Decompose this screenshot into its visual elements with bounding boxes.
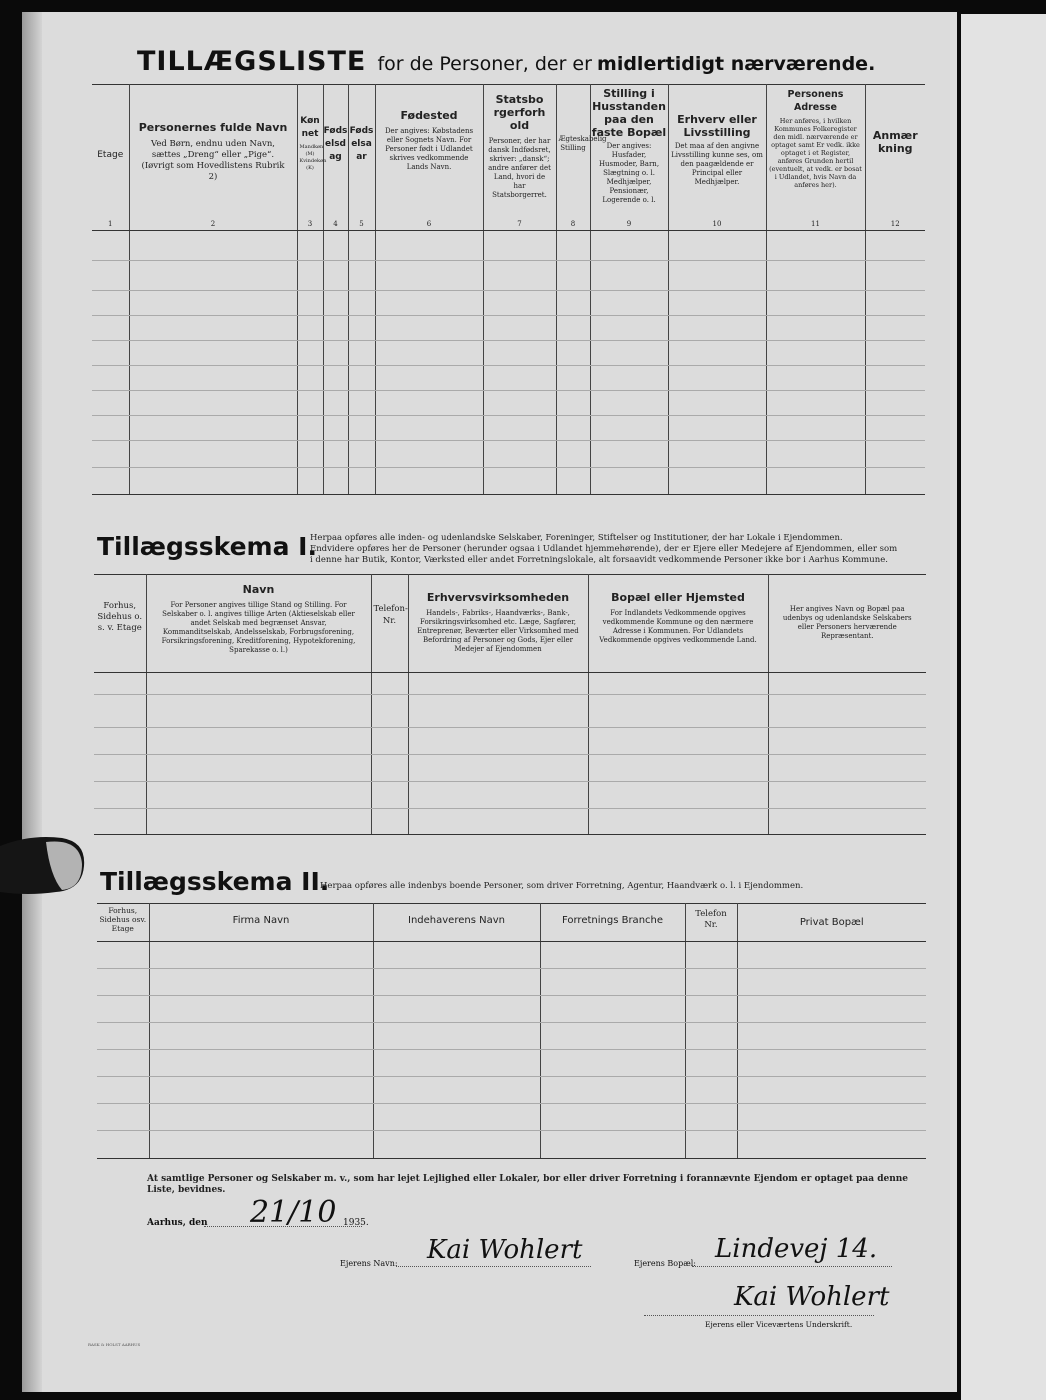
table-row [92,291,925,316]
binding-edge [22,12,42,1392]
table-row [92,441,925,468]
col-statsborger: Statsborgerforhold Personer, der har dansk Indfødsret, skriver: „dansk“; andre anfører det Land, hvori de har Statsborgerret. 7 [483,85,556,231]
table-row [92,231,925,261]
date-handwritten: 21/10 [250,1195,337,1230]
table-row [92,341,925,366]
col-stilling: Stilling i Husstanden paa den faste Bopæl Der angives: Husfader, Husmoder, Barn, Slægtning o. l. Medhjælper, Pensionær, Logerende o. l. 9 [590,85,668,231]
owner-name-label: Ejerens Navn: [340,1259,398,1268]
col-s1-erhverv: Erhvervsvirksomheden Handels-, Fabriks-, Haandværks-, Bank-, Forsikringsvirksomhed etc. Læge, Sagfører, Entreprenør, Beværter eller Virksomhed med Befordring af Personer og Gods, Ejer eller Medejer af Ejendommen [408,575,588,673]
skema1-table [94,574,926,835]
owner-name-line [396,1266,591,1267]
col-foedested: Fødested Der angives: Købstadens eller Sognets Navn. For Personer født i Udlandet skrives vedkommende Lands Navn. 6 [375,85,483,231]
skema1-description [310,533,930,566]
table-row [92,366,925,391]
table-row [92,416,925,441]
thumb-shadow [0,832,92,900]
col-s2-bopael: Privat Bopæl [737,904,926,942]
col-aegteskab: Ægteskabelig Stilling 8 [556,85,590,231]
table-row [92,391,925,416]
col-s2-etage: Forhus, Sidehus osv. Etage [97,904,149,942]
col-koen: Kønnet Mandkøn (M) Kvindekøn (K) 3 [297,85,323,231]
table-row [94,782,926,809]
table-row [97,1104,926,1131]
col-foedselsaar: Fødselsaar 5 [348,85,375,231]
col-s1-bopael: Bopæl eller Hjemsted For Indlandets Vedkommende opgives vedkommende Kommune og den nærmere Adresse i Kommunen. For Udlandets Vedkommende opgives vedkommende Land. [588,575,768,673]
tillaegsliste-title [137,46,875,77]
col-erhverv: Erhverv eller Livsstilling Det maa af den angivne Livsstilling kunne ses, om den paagældende er Principal eller Medhjælper. 10 [668,85,766,231]
col-adresse: Personens Adresse Her anføres, i hvilken Kommunes Folkeregister den midl. nærværende er optaget samt Er vedk. ikke optaget i et Register, anføres Grunden hertil (eventuelt, at vedk. er bosat i Udlandet, hvis Navn da anføres her). 11 [766,85,865,231]
signature-label: Ejerens eller Viceværtens Underskrift. [705,1320,853,1329]
table-row [92,261,925,291]
skema1-title: Tillægsskema I. [97,532,317,561]
col-s1-navn: Navn For Personer angives tillige Stand og Stilling. For Selskaber o. l. angives tillige Arten (Aktieselskab eller andet Selskab med begrænset Ansvar, Kommanditselskab, Andelsselskab, Forbrugsforening, Forsikringsforening, Kreditforening, Hypotekforening, Sparekasse o. l.) [146,575,371,673]
table-row [97,969,926,996]
signature-line [644,1315,874,1316]
skema2-description: Herpaa opføres alle indenbys boende Personer, som driver Forretning, Agentur, Haandværk o. l. i Ejendommen. [320,881,804,891]
table-row [92,316,925,341]
table-row [97,1131,926,1159]
table-row [97,1023,926,1050]
col-s2-firma: Firma Navn [149,904,373,942]
col-s1-telefon: Telefon-Nr. [371,575,408,673]
city-label: Aarhus, den [147,1218,208,1228]
title-rest: for de Personer, der er [377,53,592,75]
title-bold: midlertidigt nærværende. [597,53,876,75]
table-row [94,755,926,782]
table-row [97,996,926,1023]
footer-statement: At samtlige Personer og Selskaber m. v., som har lejet Lejlighed eller Lokaler, bor eller driver Forretning i forannævnte Ejendom er optaget paa denne Liste, bevidnes. [147,1174,909,1195]
col-s2-branche: Forretnings Branche [540,904,685,942]
adjacent-page-edge [961,14,1046,1400]
skema2-header-row [97,904,926,942]
skema1-desc-line1: Herpaa opføres alle inden- og udenlandske Selskaber, Foreninger, Stiftelser og Institutioner, der har Lokale i Ejendommen. [310,533,843,543]
table-row [94,673,926,695]
col-foedselsdag: Fødselsdag 4 [323,85,348,231]
owner-address-label: Ejerens Bopæl: [634,1259,697,1268]
skema1-desc-line2: Endvidere opføres her de Personer (herunder ogsaa i Udlandet hjemmehørende), der er Ejere eller Medejere af Ejendommen, eller som [310,544,898,554]
skema2-table [97,903,926,1159]
skema1-header-row [94,575,926,673]
form-page [22,12,957,1392]
table-row [97,942,926,969]
owner-name-handwritten: Kai Wohlert [427,1235,583,1265]
col-s1-etage: Forhus, Sidehus o. s. v. Etage [94,575,146,673]
year-printed: 1935. [343,1218,369,1228]
owner-address-handwritten: Lindevej 14. [715,1234,878,1264]
table-row [94,695,926,728]
col-s2-telefon: Telefon Nr. [685,904,737,942]
title-big: TILLÆGSLISTE [137,46,367,77]
table-row [97,1050,926,1077]
col-s1-repraesentant: Her angives Navn og Bopæl paa udenbys og udenlandske Selskabers eller Personers herværende Repræsentant. [768,575,926,673]
printer-mark: RASK & HOLST AARHUS [88,1342,141,1347]
table-row [94,809,926,835]
skema1-desc-line3: i denne har Butik, Kontor, Værksted eller andet Forretningslokale, alt forsaavidt vedkommende Personer ikke bor i Aarhus Kommune. [310,555,888,565]
table-row [97,1077,926,1104]
tillaegsliste-table [92,84,925,495]
col-anmaerkning: Anmærkning 12 [865,85,925,231]
signature-handwritten: Kai Wohlert [734,1282,890,1312]
table-row [92,468,925,495]
col-navn: Personernes fulde Navn Ved Børn, endnu uden Navn, sættes „Dreng“ eller „Pige“. (Iøvrigt som Hovedlistens Rubrik 2) 2 [129,85,297,231]
header-row [92,85,925,231]
owner-address-line [692,1266,892,1267]
col-etage: Etage 1 [92,85,129,231]
col-s2-indehaver: Indehaverens Navn [373,904,540,942]
table-row [94,728,926,755]
skema2-title: Tillægsskema II. [100,867,330,896]
